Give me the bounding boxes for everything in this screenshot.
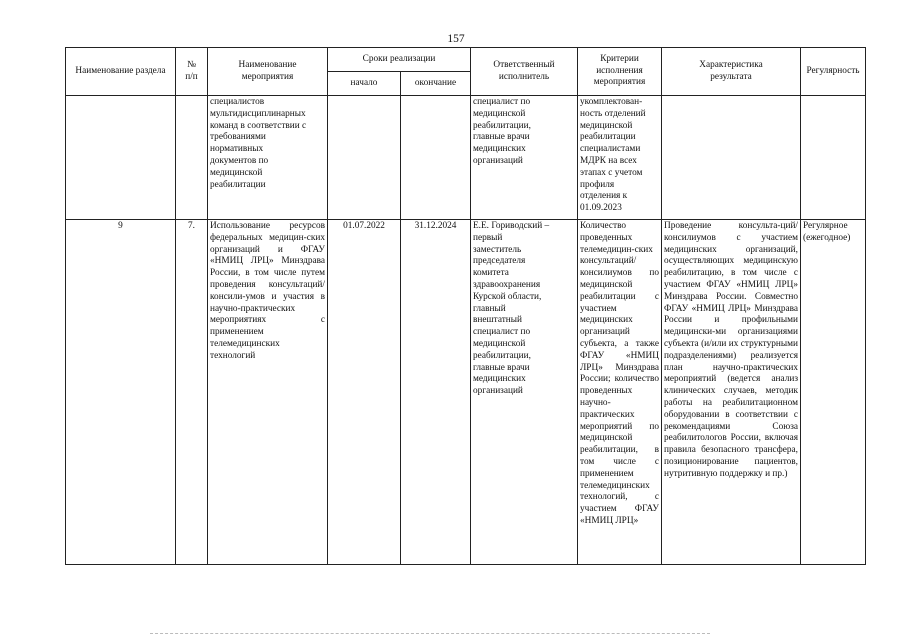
- header-start: начало: [328, 72, 401, 96]
- cell-regularity: Регулярное (ежегодное): [801, 220, 866, 565]
- header-criteria: Критерии исполнения мероприятия: [578, 48, 662, 96]
- header-responsible: Ответственный исполнитель: [471, 48, 578, 96]
- cell-section: [66, 96, 176, 220]
- cell-regularity: [801, 96, 866, 220]
- activities-table: [65, 47, 866, 565]
- cell-responsible: Е.Е. Гориводский – первый заместитель председателя комитета здравоохранения Курской области, главный внештатный специалист по медицинской реабилитации, главные врачи медицинских организаций: [471, 220, 578, 565]
- cell-result: Проведение консульта-ций/консилиумов с участием медицинских организаций, осуществляющих медицинскую реабилитацию, в том числе с участием ФГАУ «НМИЦ ЛРЦ» Минздрава России. Совместно ФГАУ «НМИЦ ЛРЦ» Минздрава России и профильными медицински-ми организациями субъекта (и/или их структурными подразделениями) реализуется план научно-практических мероприятий (ведется анализ клинических случаев, методик работы на реабилитационном оборудовании в соответствии с рекомендациями Союза реабилитологов России, включая правила безопасного трансфера, позиционирование пациентов, нутритивную поддержку и пр.): [662, 220, 801, 565]
- cell-number: 7.: [176, 220, 208, 565]
- table-row: [66, 220, 866, 565]
- cell-end: 31.12.2024: [401, 220, 471, 565]
- table-row: [66, 96, 866, 220]
- cell-number: [176, 96, 208, 220]
- cell-criteria: укомплектован- ность отделений медицинской реабилитации специалистами МДРК на всех этапах с учетом профиля отделения к 01.09.2023: [578, 96, 662, 220]
- page-number: 157: [447, 33, 465, 45]
- header-terms: Сроки реализации: [328, 48, 471, 72]
- cell-start: [328, 96, 401, 220]
- cell-activity: Использование ресурсов федеральных медицин-ских организаций и ФГАУ «НМИЦ ЛРЦ» Минздрава России, в том числе путем проведения консультаций/консили-умов и участия в научно-практических мероприятиях с применением телемедицинских технологий: [208, 220, 328, 565]
- cell-section: 9: [66, 220, 176, 565]
- header-number: № п/п: [176, 48, 208, 96]
- header-section: Наименование раздела: [66, 48, 176, 96]
- cell-responsible: специалист по медицинской реабилитации, главные врачи медицинских организаций: [471, 96, 578, 220]
- header-result: Характеристика результата: [662, 48, 801, 96]
- scan-edge-line: [150, 633, 710, 634]
- header-end: окончание: [401, 72, 471, 96]
- header-regularity: Регулярность: [801, 48, 866, 96]
- cell-start: 01.07.2022: [328, 220, 401, 565]
- cell-criteria: Количество проведенных телемедицин-ских консультаций/ консилиумов по медицинской реабилитации с участием медицинских организаций субъекта, а также ФГАУ «НМИЦ ЛРЦ» Минздрава России; количество проведенных научно-практических мероприятий по медицинской реабилитации, в том числе с применением телемедицинских технологий, с участием ФГАУ «НМИЦ ЛРЦ»: [578, 220, 662, 565]
- cell-activity: специалистов мультидисциплинарных команд в соответствии с требованиями нормативных документов по медицинской реабилитации: [208, 96, 328, 220]
- cell-result: [662, 96, 801, 220]
- header-activity: Наименование мероприятия: [208, 48, 328, 96]
- cell-end: [401, 96, 471, 220]
